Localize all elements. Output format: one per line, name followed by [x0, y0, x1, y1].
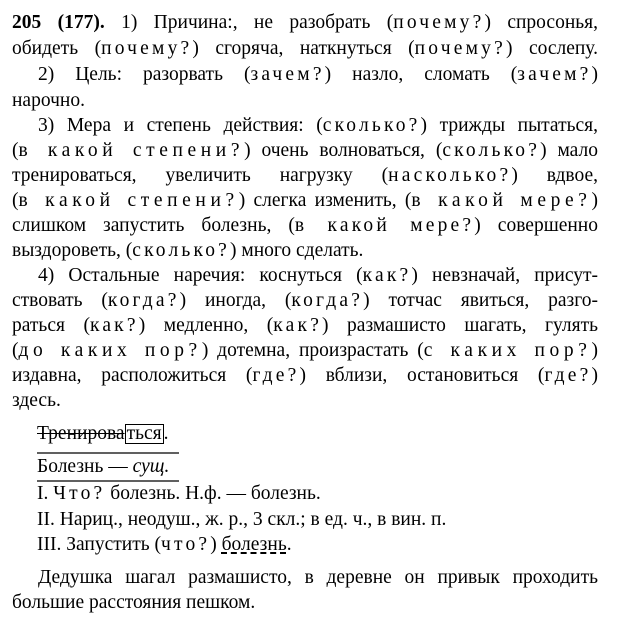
question: Что?: [53, 483, 106, 504]
question: что?: [160, 534, 211, 555]
p3-line-6: выздороветь, (сколько?) много сделать.: [12, 240, 364, 261]
p4-line-5: издавна, расположиться (где?) вблизи, остановиться (где?): [12, 365, 598, 386]
p3-line-3: тренироваться, увеличить нагрузку (насколько?) вдвое,: [12, 165, 598, 186]
question: с каких пор?: [423, 340, 592, 361]
p4-line-6: здесь.: [12, 390, 61, 411]
question: зачем?: [517, 64, 592, 85]
noun-label-line: Болезнь — сущ.: [37, 456, 170, 477]
exercise-number: 205 (177).: [12, 12, 105, 33]
question: в какой мере?: [294, 215, 475, 236]
morpheme-word: Тренирова ться .: [37, 423, 169, 444]
question: как?: [89, 315, 139, 336]
question: в какой мере?: [411, 190, 592, 211]
suffix-box: ться: [126, 423, 162, 444]
p4-line-3: раться (как?) медленно, (как?) размашисто шагать, гулять: [12, 315, 599, 336]
question: где?: [252, 365, 300, 386]
analysis-item-1: I. Что? болезнь. Н.ф. — болезнь.: [37, 483, 321, 504]
question: почему?: [414, 38, 506, 59]
question: когда?: [107, 290, 180, 311]
p1-line-2: обидеть (почему?) сгоряча, наткнуться (почему?) сослепу.: [12, 38, 598, 59]
p2-line-1: 2) Цель: разорвать (зачем?) назло, сломать (зачем?): [38, 64, 598, 85]
question: где?: [544, 365, 592, 386]
p4-line-2: ствовать (когда?) иногда, (когда?) тотчас явиться, разго-: [12, 290, 599, 311]
question: как?: [362, 265, 412, 286]
p4-line-1: 4) Остальные наречия: коснуться (как?) невзначай, присут-: [38, 265, 598, 286]
object-word: болезнь: [221, 534, 287, 555]
question: когда?: [291, 290, 364, 311]
question: почему?: [393, 12, 485, 33]
p4-line-4: (до каких пор?) дотемна, произрастать (с каких пор?): [12, 340, 598, 361]
question: до каких пор?: [18, 340, 202, 361]
word-stem: Тренирова: [37, 423, 125, 444]
p3-line-2: (в какой степени?) очень волноваться, (сколько?) мало: [12, 140, 598, 161]
p3-line-4: (в какой степени?) слегка изменить, (в какой мере?): [12, 190, 598, 211]
p3-line-1: 3) Мера и степень действия: (сколько?) трижды пытаться,: [38, 115, 598, 136]
question: в какой степени?: [18, 190, 239, 211]
question: зачем?: [250, 64, 325, 85]
closing-line-2: большие расстояния пешком.: [12, 592, 256, 613]
question: насколько?: [388, 165, 512, 186]
analysis-item-2: II. Нариц., неодуш., ж. р., 3 скл.; в ед. ч., в вин. п.: [37, 509, 447, 530]
question: в какой степени?: [18, 140, 245, 161]
part-of-speech: сущ.: [132, 456, 170, 477]
question: сколько?: [132, 240, 230, 261]
question: почему?: [101, 38, 193, 59]
p3-line-5: слишком запустить болезнь, (в какой мере?) совершенно: [12, 215, 598, 236]
question: как?: [273, 315, 323, 336]
p2-line-2: нарочно.: [12, 90, 85, 111]
p1-line-1: 205 (177). 1) Причина:, не разобрать (почему?) спросонья,: [12, 12, 599, 33]
question: сколько?: [322, 115, 421, 136]
closing-line-1: Дедушка шагал размашисто, в деревне он привык проходить: [38, 567, 598, 588]
analysis-item-3: III. Запустить (что?) болезнь.: [37, 534, 292, 555]
question: сколько?: [442, 140, 541, 161]
